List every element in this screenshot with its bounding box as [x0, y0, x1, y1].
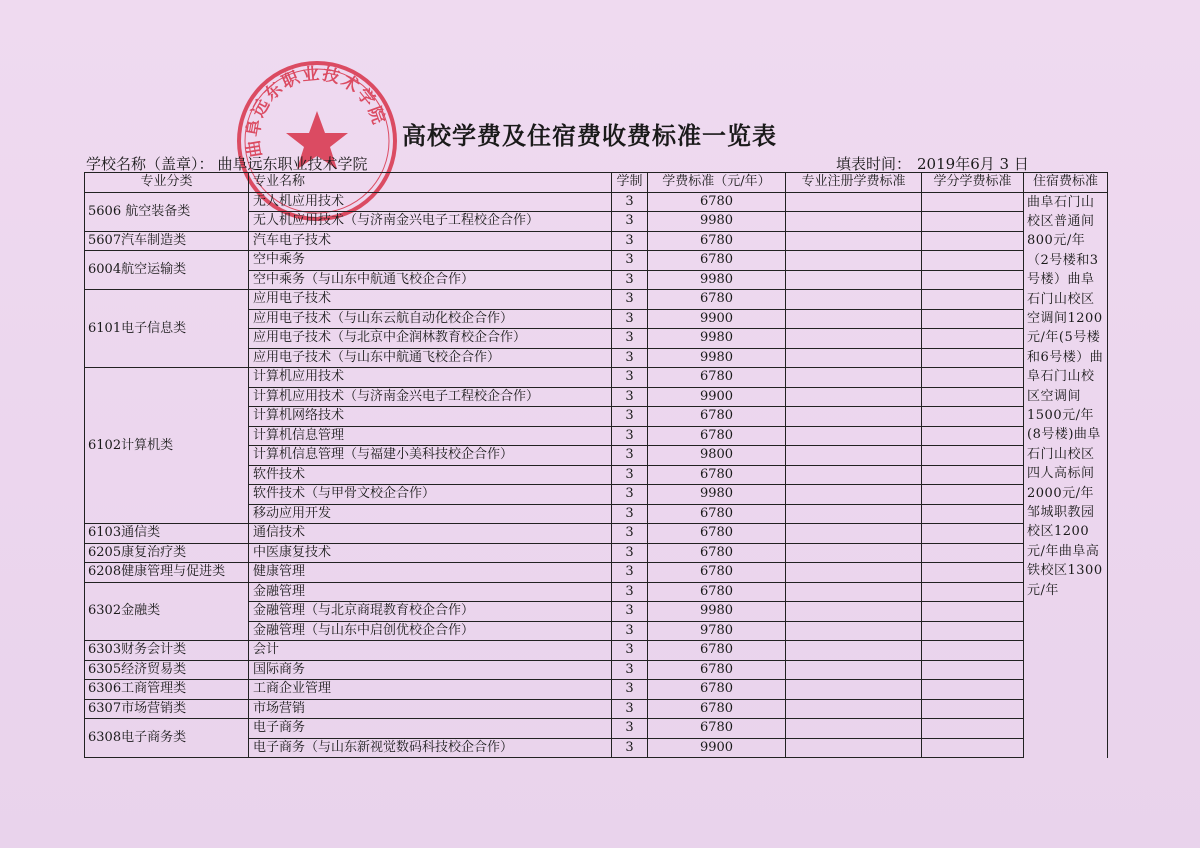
reg-fee-cell — [786, 641, 922, 661]
credit-fee-cell — [922, 641, 1024, 661]
reg-fee-cell — [786, 524, 922, 544]
years-cell: 3 — [612, 485, 648, 505]
table-row — [85, 582, 1108, 602]
table-row — [85, 641, 1108, 661]
reg-fee-cell — [786, 348, 922, 368]
years-cell: 3 — [612, 504, 648, 524]
table-row — [85, 524, 1108, 544]
fee-cell: 6780 — [648, 719, 786, 739]
fill-date-line — [836, 153, 1035, 174]
reg-fee-cell — [786, 368, 922, 388]
fee-cell: 6780 — [648, 465, 786, 485]
fee-cell: 6780 — [648, 524, 786, 544]
reg-fee-cell — [786, 387, 922, 407]
header-category: 专业分类 — [85, 173, 249, 193]
reg-fee-cell — [786, 309, 922, 329]
years-cell: 3 — [612, 680, 648, 700]
credit-fee-cell — [922, 504, 1024, 524]
reg-fee-cell — [786, 621, 922, 641]
years-cell: 3 — [612, 407, 648, 427]
fee-cell: 6780 — [648, 699, 786, 719]
major-cell: 中医康复技术 — [249, 543, 612, 563]
reg-fee-cell — [786, 543, 922, 563]
major-cell: 计算机信息管理（与福建小美科技校企合作） — [249, 446, 612, 466]
page-title: 高校学费及住宿费收费标准一览表 — [402, 121, 777, 150]
category-cell: 6103通信类 — [85, 524, 249, 544]
credit-fee-cell — [922, 426, 1024, 446]
reg-fee-cell — [786, 446, 922, 466]
fee-cell: 6780 — [648, 290, 786, 310]
category-cell: 6305经济贸易类 — [85, 660, 249, 680]
table-row — [85, 231, 1108, 251]
school-label: 学校名称（盖章）： — [86, 155, 214, 173]
credit-fee-cell — [922, 231, 1024, 251]
category-cell: 6302金融类 — [85, 582, 249, 641]
major-cell: 移动应用开发 — [249, 504, 612, 524]
reg-fee-cell — [786, 602, 922, 622]
major-cell: 空中乘务 — [249, 251, 612, 271]
fee-cell: 9980 — [648, 329, 786, 349]
fee-cell: 6780 — [648, 641, 786, 661]
major-cell: 计算机应用技术（与济南金兴电子工程校企合作） — [249, 387, 612, 407]
credit-fee-cell — [922, 251, 1024, 271]
reg-fee-cell — [786, 192, 922, 212]
header-years: 学制 — [612, 173, 648, 193]
category-cell: 6102计算机类 — [85, 368, 249, 524]
credit-fee-cell — [922, 543, 1024, 563]
credit-fee-cell — [922, 621, 1024, 641]
table-row — [85, 719, 1108, 739]
svg-text:曲阜远东职业技术学院: 曲阜远东职业技术学院 — [243, 64, 389, 159]
major-cell: 计算机信息管理 — [249, 426, 612, 446]
years-cell: 3 — [612, 387, 648, 407]
years-cell: 3 — [612, 192, 648, 212]
fee-cell: 9900 — [648, 309, 786, 329]
reg-fee-cell — [786, 329, 922, 349]
major-cell: 无人机应用技术（与济南金兴电子工程校企合作） — [249, 212, 612, 232]
credit-fee-cell — [922, 582, 1024, 602]
fee-cell: 6780 — [648, 231, 786, 251]
years-cell: 3 — [612, 563, 648, 583]
credit-fee-cell — [922, 485, 1024, 505]
header-credit-fee: 学分学费标准 — [922, 173, 1024, 193]
fee-cell: 9980 — [648, 270, 786, 290]
table-row — [85, 251, 1108, 271]
fee-cell: 9980 — [648, 348, 786, 368]
major-cell: 工商企业管理 — [249, 680, 612, 700]
category-cell: 6101电子信息类 — [85, 290, 249, 368]
major-cell: 会计 — [249, 641, 612, 661]
table-row — [85, 368, 1108, 388]
credit-fee-cell — [922, 602, 1024, 622]
reg-fee-cell — [786, 563, 922, 583]
fee-cell: 9900 — [648, 387, 786, 407]
table-row — [85, 543, 1108, 563]
years-cell: 3 — [612, 738, 648, 758]
credit-fee-cell — [922, 270, 1024, 290]
category-cell: 6004航空运输类 — [85, 251, 249, 290]
credit-fee-cell — [922, 290, 1024, 310]
category-cell: 6308电子商务类 — [85, 719, 249, 758]
table-row — [85, 192, 1108, 212]
major-cell: 金融管理 — [249, 582, 612, 602]
fee-cell: 9780 — [648, 621, 786, 641]
major-cell: 计算机应用技术 — [249, 368, 612, 388]
reg-fee-cell — [786, 504, 922, 524]
fee-cell: 9980 — [648, 602, 786, 622]
credit-fee-cell — [922, 368, 1024, 388]
reg-fee-cell — [786, 680, 922, 700]
years-cell: 3 — [612, 543, 648, 563]
fee-cell: 6780 — [648, 563, 786, 583]
fee-table — [84, 172, 1108, 758]
header-major: 专业名称 — [249, 173, 612, 193]
reg-fee-cell — [786, 407, 922, 427]
reg-fee-cell — [786, 582, 922, 602]
category-cell: 6205康复治疗类 — [85, 543, 249, 563]
credit-fee-cell — [922, 680, 1024, 700]
credit-fee-cell — [922, 212, 1024, 232]
credit-fee-cell — [922, 192, 1024, 212]
reg-fee-cell — [786, 465, 922, 485]
fee-cell: 6780 — [648, 680, 786, 700]
table-row — [85, 660, 1108, 680]
fee-cell: 9900 — [648, 738, 786, 758]
category-cell: 6208健康管理与促进类 — [85, 563, 249, 583]
major-cell: 金融管理（与山东中启创优校企合作） — [249, 621, 612, 641]
major-cell: 软件技术 — [249, 465, 612, 485]
reg-fee-cell — [786, 485, 922, 505]
years-cell: 3 — [612, 251, 648, 271]
years-cell: 3 — [612, 348, 648, 368]
table-row — [85, 699, 1108, 719]
fee-cell: 9980 — [648, 212, 786, 232]
years-cell: 3 — [612, 582, 648, 602]
school-line — [86, 153, 368, 174]
reg-fee-cell — [786, 251, 922, 271]
category-cell: 5606 航空装备类 — [85, 192, 249, 231]
major-cell: 国际商务 — [249, 660, 612, 680]
table-row — [85, 680, 1108, 700]
fee-cell: 6780 — [648, 407, 786, 427]
fill-date-label: 填表时间： — [836, 155, 912, 173]
fee-cell: 6780 — [648, 504, 786, 524]
years-cell: 3 — [612, 368, 648, 388]
school-name: 曲阜远东职业技术学院 — [217, 155, 368, 173]
credit-fee-cell — [922, 446, 1024, 466]
years-cell: 3 — [612, 660, 648, 680]
fee-cell: 6780 — [648, 543, 786, 563]
years-cell: 3 — [612, 719, 648, 739]
years-cell: 3 — [612, 602, 648, 622]
table-header-row — [85, 173, 1108, 193]
reg-fee-cell — [786, 270, 922, 290]
major-cell: 无人机应用技术 — [249, 192, 612, 212]
years-cell: 3 — [612, 621, 648, 641]
reg-fee-cell — [786, 212, 922, 232]
major-cell: 应用电子技术 — [249, 290, 612, 310]
fee-cell: 6780 — [648, 426, 786, 446]
credit-fee-cell — [922, 563, 1024, 583]
fee-cell: 6780 — [648, 582, 786, 602]
major-cell: 电子商务 — [249, 719, 612, 739]
years-cell: 3 — [612, 465, 648, 485]
dorm-fee-cell: 曲阜石门山校区普通间800元/年（2号楼和3号楼）曲阜石门山校区空调间1200元/年(5号楼和6号楼）曲阜石门山校区空调间1500元/年(8号楼)曲阜石门山校区四人高标间2000元/年邹城职教园校区1200元/年曲阜高铁校区1300元/年 — [1024, 192, 1108, 758]
years-cell: 3 — [612, 212, 648, 232]
major-cell: 应用电子技术（与北京中企润林教育校企合作） — [249, 329, 612, 349]
major-cell: 通信技术 — [249, 524, 612, 544]
years-cell: 3 — [612, 426, 648, 446]
years-cell: 3 — [612, 329, 648, 349]
major-cell: 健康管理 — [249, 563, 612, 583]
fee-cell: 9800 — [648, 446, 786, 466]
fee-cell: 9980 — [648, 485, 786, 505]
fee-cell: 6780 — [648, 192, 786, 212]
major-cell: 应用电子技术（与山东中航通飞校企合作） — [249, 348, 612, 368]
reg-fee-cell — [786, 231, 922, 251]
credit-fee-cell — [922, 348, 1024, 368]
years-cell: 3 — [612, 524, 648, 544]
major-cell: 汽车电子技术 — [249, 231, 612, 251]
header-reg-fee: 专业注册学费标准 — [786, 173, 922, 193]
major-cell: 金融管理（与北京商琨教育校企合作） — [249, 602, 612, 622]
years-cell: 3 — [612, 290, 648, 310]
credit-fee-cell — [922, 387, 1024, 407]
reg-fee-cell — [786, 699, 922, 719]
category-cell: 6306工商管理类 — [85, 680, 249, 700]
reg-fee-cell — [786, 426, 922, 446]
major-cell: 电子商务（与山东新视觉数码科技校企合作） — [249, 738, 612, 758]
credit-fee-cell — [922, 309, 1024, 329]
table-row — [85, 290, 1108, 310]
fee-cell: 6780 — [648, 660, 786, 680]
years-cell: 3 — [612, 699, 648, 719]
table-row — [85, 563, 1108, 583]
reg-fee-cell — [786, 290, 922, 310]
years-cell: 3 — [612, 446, 648, 466]
table-body — [85, 192, 1108, 758]
credit-fee-cell — [922, 465, 1024, 485]
credit-fee-cell — [922, 524, 1024, 544]
credit-fee-cell — [922, 329, 1024, 349]
credit-fee-cell — [922, 719, 1024, 739]
credit-fee-cell — [922, 699, 1024, 719]
major-cell: 市场营销 — [249, 699, 612, 719]
reg-fee-cell — [786, 719, 922, 739]
header-dorm: 住宿费标准 — [1024, 173, 1108, 193]
credit-fee-cell — [922, 660, 1024, 680]
major-cell: 计算机网络技术 — [249, 407, 612, 427]
category-cell: 5607汽车制造类 — [85, 231, 249, 251]
major-cell: 空中乘务（与山东中航通飞校企合作） — [249, 270, 612, 290]
header-fee: 学费标准（元/年） — [648, 173, 786, 193]
years-cell: 3 — [612, 641, 648, 661]
major-cell: 软件技术（与甲骨文校企合作） — [249, 485, 612, 505]
reg-fee-cell — [786, 660, 922, 680]
fill-date-value: 2019年6月 3 日 — [917, 155, 1029, 173]
reg-fee-cell — [786, 738, 922, 758]
credit-fee-cell — [922, 407, 1024, 427]
major-cell: 应用电子技术（与山东云航自动化校企合作） — [249, 309, 612, 329]
years-cell: 3 — [612, 270, 648, 290]
category-cell: 6307市场营销类 — [85, 699, 249, 719]
fee-cell: 6780 — [648, 368, 786, 388]
years-cell: 3 — [612, 231, 648, 251]
fee-cell: 6780 — [648, 251, 786, 271]
credit-fee-cell — [922, 738, 1024, 758]
category-cell: 6303财务会计类 — [85, 641, 249, 661]
years-cell: 3 — [612, 309, 648, 329]
